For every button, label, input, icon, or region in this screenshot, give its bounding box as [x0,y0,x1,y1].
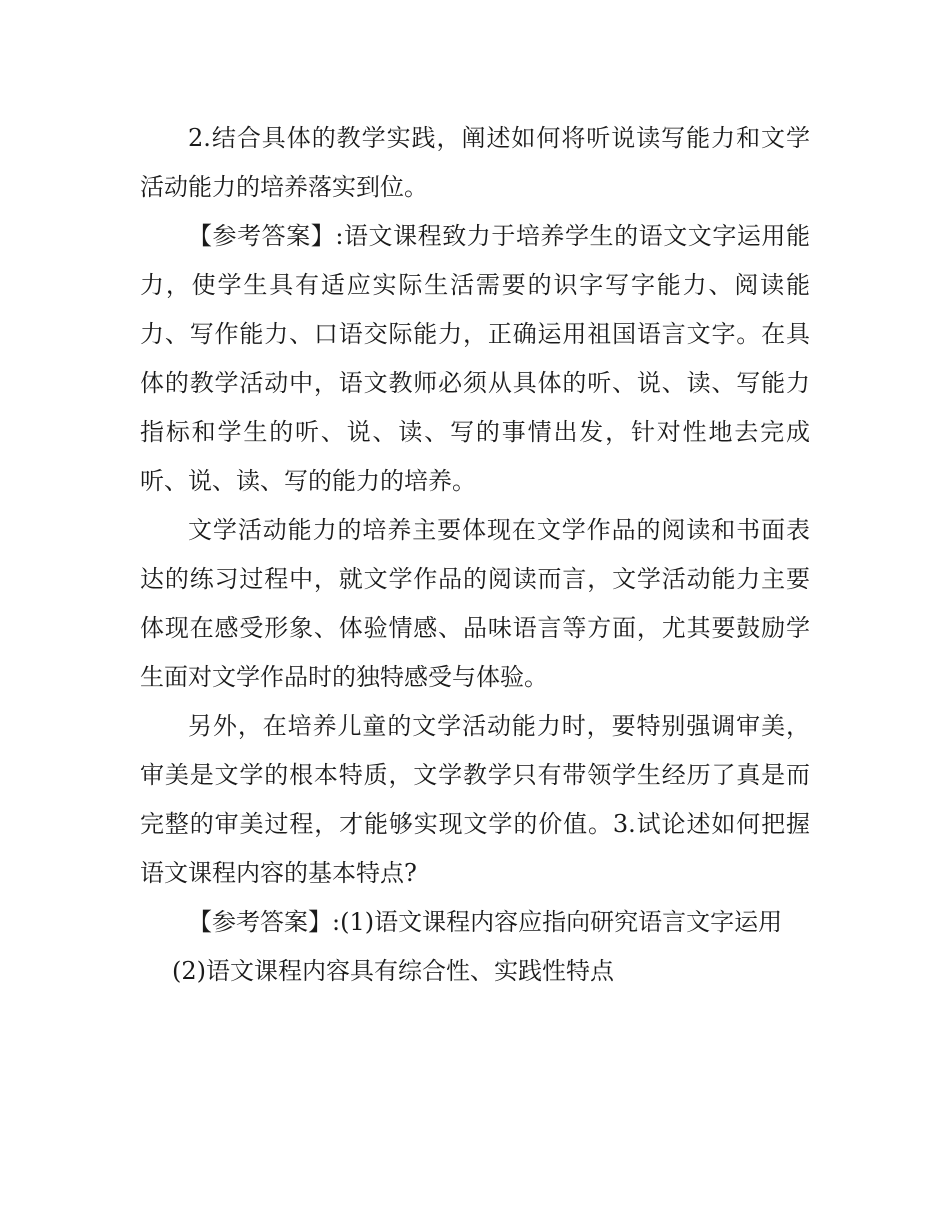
answer-3-paragraph: 【参考答案】:(1)语文课程内容应指向研究语言文字运用 [188,908,783,936]
answer-2-paragraph: 【参考答案】:语文课程致力于培养学生的语文文字运用能力，使学生具有适应实际生活需要的识字写字能力、阅读能力、写作能力、口语交际能力，正确运用祖国语言文字。在具体的教学活动中，语文教师必须从具体的听、说、读、写能力指标和学生的听、说、读、写的事情出发，针对性地去完成听、说、读、写的能力的培养。 [140,222,810,495]
answer-3-point-2-paragraph: (2)语文课程内容具有综合性、实践性特点 [172,957,614,985]
aesthetic-paragraph: 另外，在培养儿童的文学活动能力时，要特别强调审美，审美是文学的根本特质，文学教学只有带领学生经历了真是而完整的审美过程，才能够实现文学的价值。3.试论述如何把握语文课程内容的基本特点? [140,712,810,887]
question-2-paragraph: 2.结合具体的教学实践，阐述如何将听说读写能力和文学活动能力的培养落实到位。 [140,124,810,201]
literary-ability-paragraph: 文学活动能力的培养主要体现在文学作品的阅读和书面表达的练习过程中，就文学作品的阅读而言，文学活动能力主要体现在感受形象、体验情感、品味语言等方面，尤其要鼓励学生面对文学作品时的独特感受与体验。 [140,516,810,691]
document-body [140,114,810,996]
